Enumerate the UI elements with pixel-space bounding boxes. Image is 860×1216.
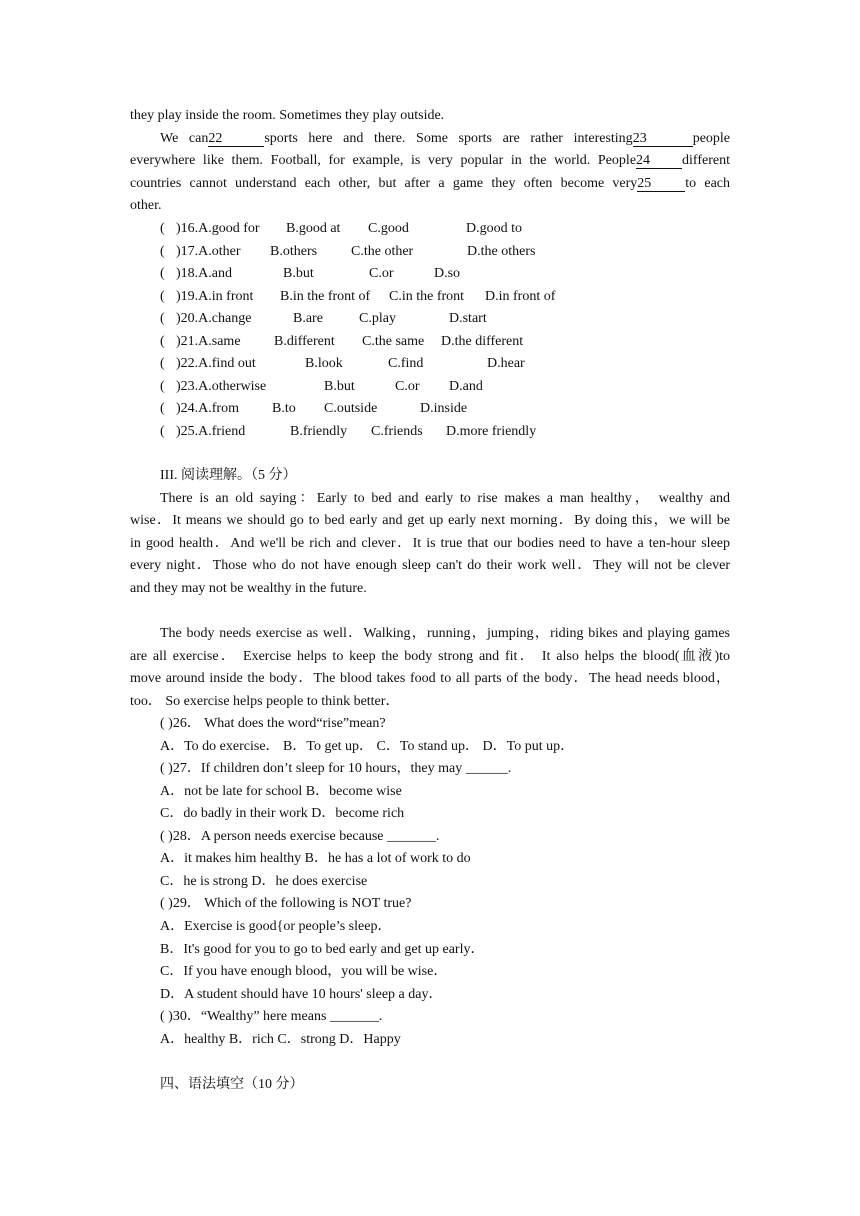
question-29: ( )29． Which of the following is NOT true? xyxy=(160,896,412,911)
reading-paragraph-line: There is an old saying：Early to bed and early to rise makes a man healthy， wealthy and xyxy=(160,491,730,506)
cloze-passage-line xyxy=(160,130,730,148)
answer-paren: ( xyxy=(160,356,165,371)
reading-paragraph-line: The body needs exercise as well．Walking，running，jumping，riding bikes and playing games xyxy=(160,626,730,641)
question-18-option-c: C.or xyxy=(369,266,394,281)
question-28: ( )28．A person needs exercise because _______. xyxy=(160,829,440,844)
question-19-option-a: )19.A.in front xyxy=(176,288,254,304)
answer-paren: ( xyxy=(160,401,165,416)
question-18-option-a: )18.A.and xyxy=(176,266,232,281)
reading-paragraph-line: and they may not be wealthy in the future. xyxy=(130,581,367,596)
blank-24: 24 xyxy=(636,153,682,169)
question-28-options-ab: A．it makes him healthy B．he has a lot of work to do xyxy=(160,851,471,866)
question-16-option-c: C.good xyxy=(368,221,409,236)
question-20-option-a: )20.A.change xyxy=(176,311,252,326)
question-24-option-a: )24.A.from xyxy=(176,401,239,416)
blank-22: 22 xyxy=(208,131,264,147)
question-21-option-d: D.the different xyxy=(441,333,524,349)
question-21-option-b: B.different xyxy=(274,333,335,349)
answer-paren: ( xyxy=(160,311,165,326)
text-run: people xyxy=(692,131,731,146)
question-21-option-a: )21.A.same xyxy=(176,333,241,349)
question-27-options-ab: A．not be late for school B．become wise xyxy=(160,784,402,799)
question-17-option-d: D.the others xyxy=(467,243,536,259)
text-run: different xyxy=(682,153,730,168)
question-30: ( )30．“Wealthy” here means _______. xyxy=(160,1009,383,1024)
question-25-option-d: D.more friendly xyxy=(446,423,537,439)
cloze-passage-line: other. xyxy=(130,198,162,213)
question-20-option-b: B.are xyxy=(293,311,323,326)
question-16-option-b: B.good at xyxy=(286,221,341,236)
question-24-option-b: B.to xyxy=(272,401,296,416)
blank-25: 25 xyxy=(637,176,685,192)
section-heading-grammar: 四、语法填空（10 分） xyxy=(160,1077,304,1092)
reading-paragraph-line: move around inside the body．The blood takes food to all parts of the body．The head needs blood， xyxy=(130,671,730,686)
question-30-options: A．healthy B．rich C．strong D．Happy xyxy=(160,1032,401,1047)
question-28-options-cd: C．he is strong D．he does exercise xyxy=(160,874,368,889)
question-24-option-c: C.outside xyxy=(324,401,378,416)
text-run: to each xyxy=(685,176,731,191)
question-16-option-a: )16.A.good for xyxy=(176,221,260,236)
reading-paragraph-line: every night．Those who do not have enough sleep can't do their work well．They will not be clever xyxy=(130,558,730,573)
answer-paren: ( xyxy=(160,378,165,394)
cloze-passage-line: they play inside the room. Sometimes they play outside. xyxy=(130,108,445,123)
question-22-option-a: )22.A.find out xyxy=(176,356,256,371)
question-25-option-b: B.friendly xyxy=(290,423,348,439)
question-22-option-c: C.find xyxy=(388,356,424,371)
question-22-option-d: D.hear xyxy=(487,356,525,371)
cloze-passage-line xyxy=(130,152,730,170)
question-22-option-b: B.look xyxy=(305,356,343,371)
question-27: ( )27．If children don’t sleep for 10 hours，they may ______. xyxy=(160,761,512,776)
question-29-option-a: A．Exercise is good{or people’s sleep． xyxy=(160,919,392,934)
reading-paragraph-line: wise．It means we should go to bed early and get up early next morning．By doing this，we will be xyxy=(130,513,730,528)
question-29-option-c: C．If you have enough blood，you will be wise． xyxy=(160,964,448,979)
question-26: ( )26． What does the word“rise”mean? xyxy=(160,716,386,731)
text-run: We can xyxy=(160,131,209,146)
question-25-option-c: C.friends xyxy=(371,423,423,439)
question-21-option-c: C.the same xyxy=(362,333,425,349)
question-23-option-c: C.or xyxy=(395,378,420,394)
reading-paragraph-line: in good health．And we'll be rich and clever．It is true that our bodies need to have a ten-hour sleep xyxy=(130,536,730,551)
question-29-option-b: B．It's good for you to go to bed early and get up early． xyxy=(160,942,485,957)
question-23-option-d: D.and xyxy=(449,378,483,394)
answer-paren: ( xyxy=(160,288,165,304)
answer-paren: ( xyxy=(160,221,165,236)
question-18-option-b: B.but xyxy=(283,266,314,281)
question-19-option-d: D.in front of xyxy=(485,288,556,304)
blank-23: 23 xyxy=(633,131,693,147)
text-run: countries cannot understand each other, but after a game they often become very xyxy=(130,176,638,191)
question-19-option-c: C.in the front xyxy=(389,288,465,304)
question-24-option-d: D.inside xyxy=(420,401,468,416)
section-heading-reading: III. 阅读理解。（5 分） xyxy=(160,468,297,483)
question-17-option-c: C.the other xyxy=(351,243,414,259)
reading-paragraph-line: are all exercise． Exercise helps to keep the body strong and fit． It also helps the blood(血液)to xyxy=(130,649,730,664)
question-17-option-a: )17.A.other xyxy=(176,243,241,259)
answer-paren: ( xyxy=(160,243,165,259)
question-19-option-b: B.in the front of xyxy=(280,288,371,304)
cloze-passage-line xyxy=(130,175,730,193)
question-23-option-b: B.but xyxy=(324,378,355,394)
question-18-option-d: D.so xyxy=(434,266,461,281)
answer-paren: ( xyxy=(160,423,165,439)
question-16-option-d: D.good to xyxy=(466,221,522,236)
reading-paragraph-line: too． So exercise helps people to think better． xyxy=(130,694,400,709)
text-run: everywhere like them. Football, for example, is very popular in the world. People xyxy=(130,153,637,168)
question-20-option-c: C.play xyxy=(359,311,396,326)
question-29-option-d: D．A student should have 10 hours' sleep a day． xyxy=(160,987,443,1002)
question-25-option-a: )25.A.friend xyxy=(176,423,246,439)
answer-paren: ( xyxy=(160,333,165,349)
question-23-option-a: )23.A.otherwise xyxy=(176,378,267,394)
question-17-option-b: B.others xyxy=(270,243,318,259)
question-27-options-cd: C．do badly in their work D．become rich xyxy=(160,806,405,821)
answer-paren: ( xyxy=(160,266,165,281)
question-20-option-d: D.start xyxy=(449,311,487,326)
text-run: sports here and there. Some sports are rather interesting xyxy=(264,131,633,146)
question-26-options: A．To do exercise． B．To get up． C．To stand up． D．To put up． xyxy=(160,739,575,754)
